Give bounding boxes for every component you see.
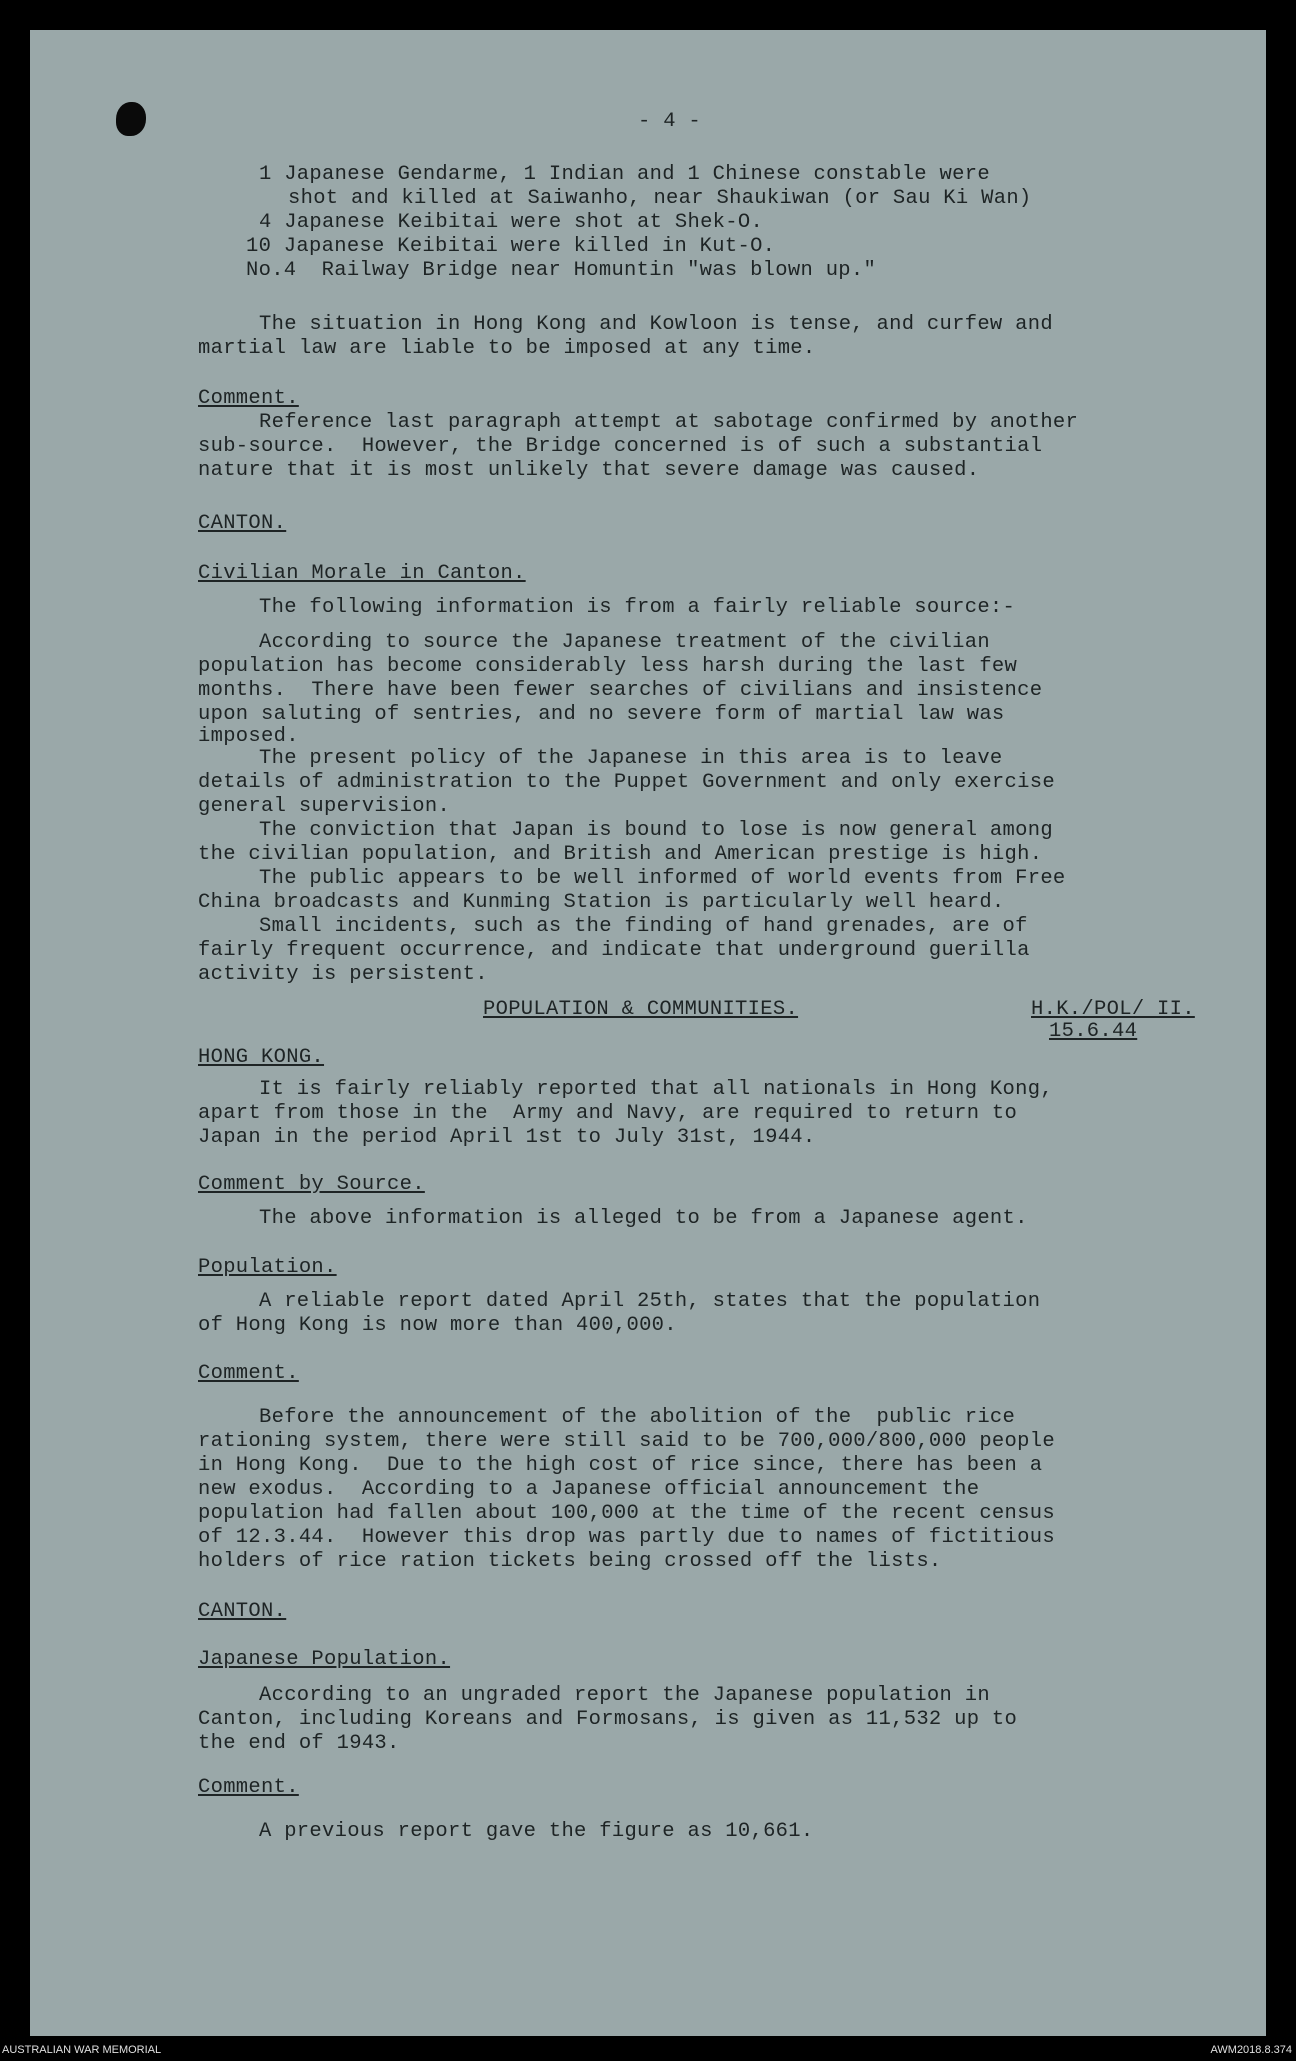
- section-heading: Population.: [198, 1256, 337, 1279]
- paragraph-line: A reliable report dated April 25th, states that the population: [259, 1290, 1041, 1313]
- incident-line: 10 Japanese Keibitai were killed in Kut-O.: [246, 235, 776, 258]
- paragraph-line: upon saluting of sentries, and no severe form of martial law was: [198, 703, 1005, 726]
- paragraph-line: the civilian population, and British and American prestige is high.: [198, 843, 1043, 866]
- paragraph-line: sub-source. However, the Bridge concerned is of such a substantial: [198, 435, 1043, 458]
- paragraph-line: martial law are liable to be imposed at any time.: [198, 337, 816, 360]
- section-heading: CANTON.: [198, 1600, 287, 1623]
- paragraph-line: The following information is from a fairly reliable source:-: [259, 596, 1016, 619]
- paragraph-line: activity is persistent.: [198, 963, 488, 986]
- section-title: POPULATION & COMMUNITIES.: [483, 998, 799, 1021]
- paragraph-line: China broadcasts and Kunming Station is particularly well heard.: [198, 891, 1005, 914]
- paragraph-line: holders of rice ration tickets being crossed off the lists.: [198, 1550, 942, 1573]
- paragraph-line: It is fairly reliably reported that all nationals in Hong Kong,: [259, 1078, 1053, 1101]
- paragraph-line: nature that it is most unlikely that severe damage was caused.: [198, 459, 980, 482]
- paragraph-line: the end of 1943.: [198, 1732, 400, 1755]
- section-heading: HONG KONG.: [198, 1046, 325, 1069]
- paragraph-line: population had fallen about 100,000 at the time of the recent census: [198, 1502, 1055, 1525]
- paragraph-line: A previous report gave the figure as 10,661.: [259, 1820, 814, 1843]
- paragraph-line: imposed.: [198, 725, 299, 748]
- paragraph-line: The present policy of the Japanese in this area is to leave: [259, 747, 1003, 770]
- punch-hole: [116, 102, 146, 136]
- incident-line: shot and killed at Saiwanho, near Shaukiwan (or Sau Ki Wan): [288, 187, 1032, 210]
- paragraph-line: apart from those in the Army and Navy, are required to return to: [198, 1102, 1018, 1125]
- page-number: - 4 -: [638, 110, 702, 133]
- paragraph-line: The situation in Hong Kong and Kowloon is tense, and curfew and: [259, 313, 1053, 336]
- paragraph-line: According to an ungraded report the Japanese population in: [259, 1684, 990, 1707]
- paragraph-line: details of administration to the Puppet Government and only exercise: [198, 771, 1055, 794]
- paragraph-line: months. There have been fewer searches of civilians and insistence: [198, 679, 1043, 702]
- section-heading: Comment by Source.: [198, 1173, 425, 1196]
- paragraph-line: Reference last paragraph attempt at sabotage confirmed by another: [259, 411, 1079, 434]
- reference-date: 15.6.44: [1049, 1020, 1138, 1043]
- section-heading: CANTON.: [198, 512, 287, 535]
- reference-code: H.K./POL/ II.: [1031, 998, 1195, 1021]
- paragraph-line: The public appears to be well informed of world events from Free: [259, 867, 1066, 890]
- paragraph-line: fairly frequent occurrence, and indicate that underground guerilla: [198, 939, 1030, 962]
- section-heading: Civilian Morale in Canton.: [198, 562, 526, 585]
- section-heading: Comment.: [198, 387, 299, 410]
- paragraph-line: Canton, including Koreans and Formosans, is given as 11,532 up to: [198, 1708, 1018, 1731]
- paragraph-line: population has become considerably less harsh during the last few: [198, 655, 1018, 678]
- paragraph-line: of Hong Kong is now more than 400,000.: [198, 1314, 677, 1337]
- paragraph-line: of 12.3.44. However this drop was partly due to names of fictitious: [198, 1526, 1055, 1549]
- paragraph-line: general supervision.: [198, 795, 451, 818]
- paragraph-line: The conviction that Japan is bound to lose is now general among: [259, 819, 1053, 842]
- paragraph-line: According to source the Japanese treatment of the civilian: [259, 631, 990, 654]
- paragraph-line: in Hong Kong. Due to the high cost of rice since, there has been a: [198, 1454, 1043, 1477]
- paragraph-line: Small incidents, such as the finding of hand grenades, are of: [259, 915, 1028, 938]
- paragraph-line: new exodus. According to a Japanese official announcement the: [198, 1478, 980, 1501]
- incident-line: 1 Japanese Gendarme, 1 Indian and 1 Chinese constable were: [259, 163, 990, 186]
- paragraph-line: rationing system, there were still said to be 700,000/800,000 people: [198, 1430, 1055, 1453]
- incident-line: No.4 Railway Bridge near Homuntin "was blown up.": [246, 259, 877, 282]
- paragraph-line: Before the announcement of the abolition of the public rice: [259, 1406, 1016, 1429]
- section-heading: Comment.: [198, 1362, 299, 1385]
- document-page: [30, 30, 1266, 2036]
- section-heading: Japanese Population.: [198, 1648, 451, 1671]
- incident-line: 4 Japanese Keibitai were shot at Shek-O.: [259, 211, 764, 234]
- paragraph-line: The above information is alleged to be from a Japanese agent.: [259, 1207, 1028, 1230]
- section-heading: Comment.: [198, 1776, 299, 1799]
- paragraph-line: Japan in the period April 1st to July 31st, 1944.: [198, 1126, 816, 1149]
- footer-item-id: AWM2018.8.374: [1210, 2044, 1292, 2056]
- footer-archive-label: AUSTRALIAN WAR MEMORIAL: [2, 2044, 162, 2056]
